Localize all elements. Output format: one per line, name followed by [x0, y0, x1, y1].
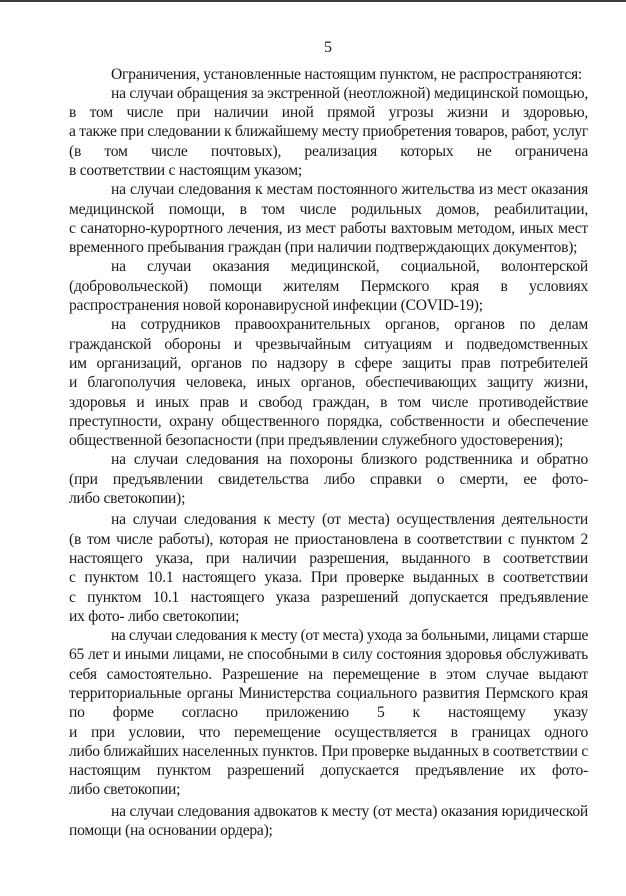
text-line: преступности, охрану общественного порядка, собственности и обеспечение — [69, 412, 588, 430]
text-line: (при предъявлении свидетельства либо справки о смерти, ее фото- — [69, 470, 588, 488]
page-number: 5 — [324, 39, 332, 56]
paragraph — [69, 180, 588, 257]
text-line: помощи (на основании ордера); — [69, 822, 273, 840]
text-line: либо ближайших населенных пунктов. При проверке выданных в соответствии с — [69, 742, 588, 760]
paragraph — [69, 84, 588, 180]
paragraph — [69, 65, 588, 84]
text-line: в том числе при наличии иной прямой угрозы жизни и здоровью, — [69, 104, 588, 122]
text-line: (в том числе почтовых), реализация которых не ограничена — [69, 142, 588, 160]
text-line: по форме согласно приложению 5 к настоящему указу — [69, 704, 588, 722]
text-line: с санаторно-курортного лечения, из мест работы вахтовым методом, иных мест — [69, 219, 588, 237]
text-line: на случаи следования к месту (от места) осуществления деятельности — [111, 511, 588, 529]
paragraph — [69, 626, 588, 800]
text-line: на случаи следования к месту (от места) ухода за больными, лицами старше — [111, 627, 588, 645]
text-line: территориальные органы Министерства социального развития Пермского края — [69, 685, 588, 702]
text-line: (в том числе работы), которая не приостановлена в соответствии с пунктом 2 — [69, 530, 588, 548]
text-line: Ограничения, установленные настоящим пунктом, не распространяются: — [111, 65, 583, 83]
text-line: на случаи обращения за экстренной (неотложной) медицинской помощью, — [111, 84, 588, 102]
text-line: им организаций, органов по надзору в сфере защиты прав потребителей — [69, 354, 588, 372]
text-line: с пунктом 10.1 настоящего указа. При проверке выданных в соответствии — [69, 569, 588, 587]
text-line: на сотрудников правоохранительных органов, органов по делам — [111, 316, 588, 334]
text-line: на случаи следования к местам постоянного жительства из мест оказания — [111, 181, 588, 199]
text-line: временного пребывания граждан (при наличии подтверждающих документов); — [69, 239, 578, 257]
text-line: и при условии, что перемещение осуществляется в границах одного — [69, 723, 588, 741]
text-line: на случаи оказания медицинской, социальной, волонтерской — [111, 258, 588, 276]
text-line: общественной безопасности (при предъявлении служебного удостоверения); — [69, 432, 564, 450]
text-line: их фото- либо светокопии; — [69, 607, 240, 625]
text-line: на случаи следования на похороны близкого родственника и обратно — [111, 451, 588, 469]
text-line: в соответствии с настоящим указом; — [69, 161, 303, 179]
paragraph — [69, 450, 588, 508]
text-line: а также при следовании к ближайшему месту приобретения товаров, работ, услуг — [69, 123, 588, 141]
text-line: распространения новой коронавирусной инфекции (COVID-19); — [69, 297, 483, 315]
text-line: на случаи следования адвокатов к месту (от места) оказания юридической — [111, 802, 588, 820]
top-border — [0, 0, 626, 2]
text-line: себя самостоятельно. Разрешение на перемещение в этом случае выдают — [69, 665, 588, 683]
text-line: и благополучия человека, иных органов, обеспечивающих защиту жизни, — [69, 374, 588, 392]
text-line: здоровья и иных прав и свобод граждан, в том числе противодействие — [69, 393, 588, 411]
text-line: медицинской помощи, в том числе родильных домов, реабилитации, — [69, 200, 588, 218]
paragraph — [69, 802, 588, 841]
text-line: либо светокопии; — [69, 781, 181, 799]
text-line: гражданской обороны и чрезвычайным ситуациям и подведомственных — [69, 335, 588, 353]
paragraph — [69, 510, 588, 626]
document-body — [69, 65, 588, 841]
paragraph — [69, 315, 588, 450]
text-line: либо светокопии); — [69, 490, 186, 508]
text-line: настоящим пунктом разрешений допускается предъявление их фото- — [69, 762, 588, 780]
text-line: настоящего указа, при наличии разрешения, выданного в соответствии — [69, 549, 588, 567]
text-line: (добровольческой) помощи жителям Пермского края в условиях — [69, 277, 588, 295]
text-line: 65 лет и иными лицами, не способными в силу состояния здоровья обслуживать — [69, 646, 588, 664]
paragraph — [69, 257, 588, 315]
text-line: с пунктом 10.1 настоящего указа разрешений допускается предъявление — [69, 588, 588, 606]
